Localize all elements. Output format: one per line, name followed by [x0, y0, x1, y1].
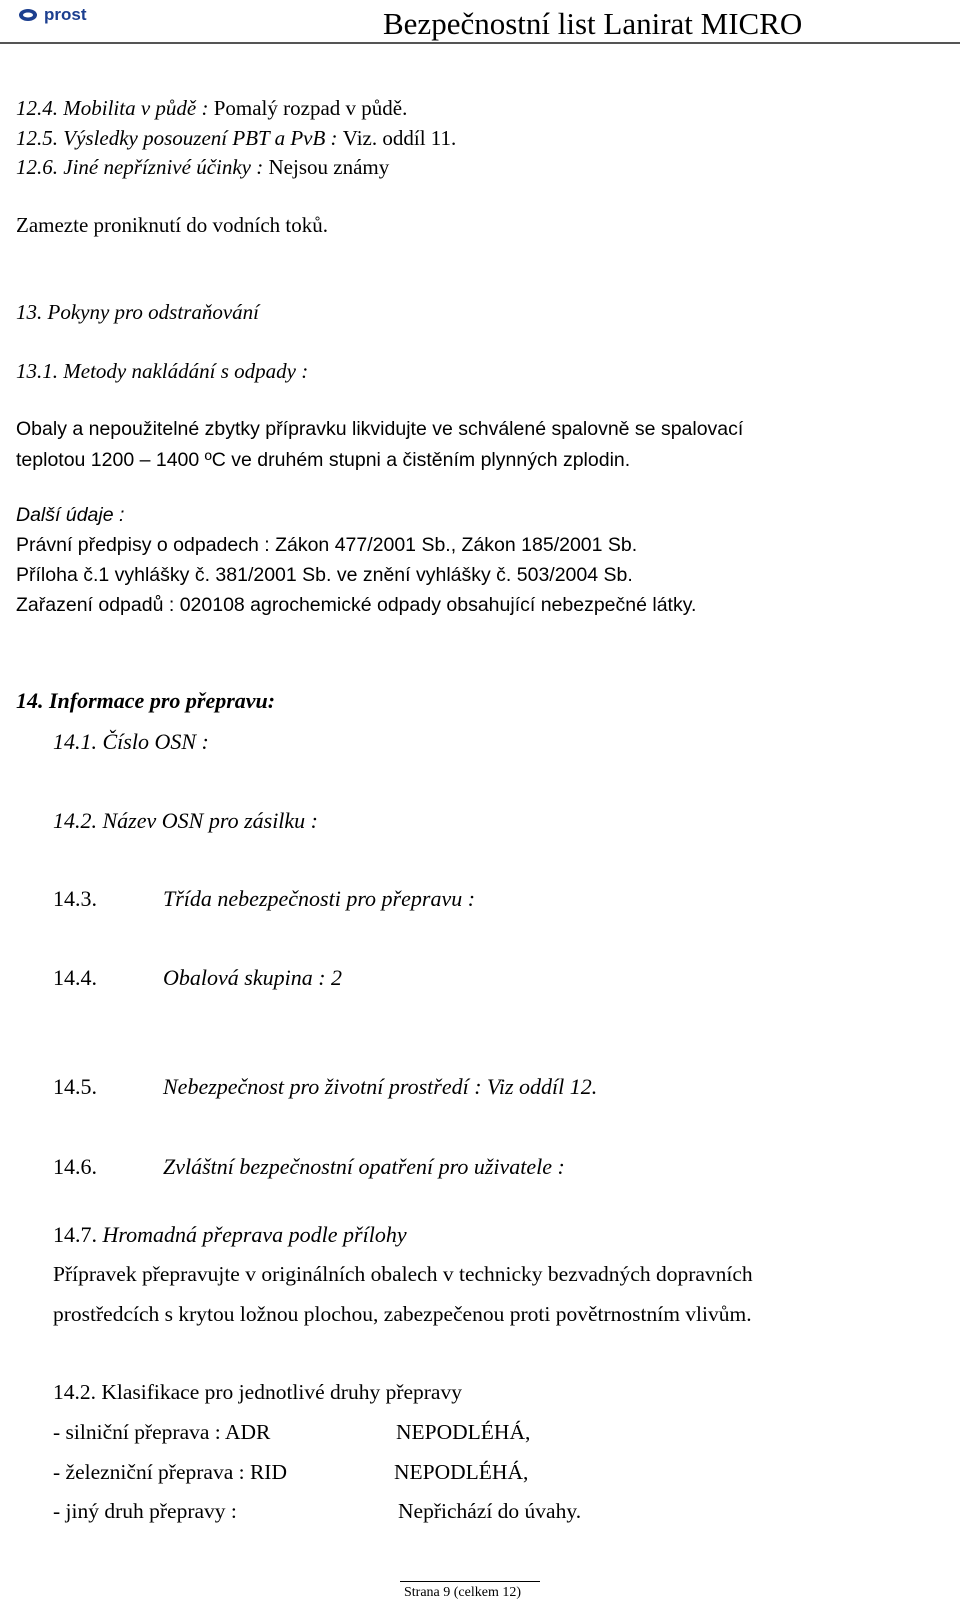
page-number: Strana 9 (celkem 12) — [404, 1585, 522, 1600]
item-14-7 — [53, 1224, 407, 1246]
item-12-6 — [16, 157, 389, 178]
item-14-5-number: 14.5. — [53, 1074, 97, 1099]
additional-info-line-1: Právní předpisy o odpadech : Zákon 477/2001 Sb., Zákon 185/2001 Sb. — [16, 534, 638, 556]
item-12-5-label: 12.5. Výsledky posouzení PBT a PvB : — [16, 126, 343, 150]
item-14-5-text: Nebezpečnost pro životní prostředí : Viz oddíl 12. — [163, 1074, 598, 1099]
footer-divider — [400, 1581, 540, 1582]
transport-paragraph-line-2: prostředcích s krytou ložnou plochou, zabezpečenou proti povětrnostním vlivům. — [53, 1302, 752, 1326]
transport-mode-road: - silniční přeprava : ADR — [53, 1420, 271, 1444]
additional-info-line-2: Příloha č.1 vyhlášky č. 381/2001 Sb. ve znění vyhlášky č. 503/2004 Sb. — [16, 564, 633, 586]
item-12-4 — [16, 98, 407, 119]
header-divider — [0, 42, 960, 44]
logo-text: prost — [44, 5, 87, 24]
item-14-3-number: 14.3. — [53, 886, 97, 911]
transport-status-other: Nepřichází do úvahy. — [398, 1499, 582, 1523]
item-12-4-label: 12.4. Mobilita v půdě : — [16, 96, 214, 120]
item-12-5-value: Viz. oddíl 11. — [342, 126, 457, 150]
item-14-6-text: Zvláštní bezpečnostní opatření pro uživatele : — [163, 1154, 565, 1179]
section-13-heading: 13. Pokyny pro odstraňování — [16, 300, 260, 324]
additional-info-line-3: Zařazení odpadů : 020108 agrochemické odpady obsahující nebezpečné látky. — [16, 594, 697, 616]
item-14-4-number: 14.4. — [53, 965, 97, 990]
classification-heading: 14.2. Klasifikace pro jednotlivé druhy přepravy — [53, 1380, 462, 1404]
transport-status-rail: NEPODLÉHÁ, — [394, 1460, 529, 1484]
item-12-6-label: 12.6. Jiné nepříznivé účinky : — [16, 155, 269, 179]
item-12-6-value: Nejsou známy — [268, 155, 390, 179]
document-title: Bezpečnostní list Lanirat MICRO — [383, 6, 803, 41]
company-logo — [18, 4, 144, 24]
item-14-7-text: Hromadná přeprava podle přílohy — [102, 1222, 407, 1247]
additional-info-label: Další údaje : — [16, 504, 125, 526]
transport-mode-other: - jiný druh přepravy : — [53, 1499, 237, 1523]
item-12-5 — [16, 128, 456, 149]
item-14-1: 14.1. Číslo OSN : — [53, 729, 209, 754]
section-13-1-heading: 13.1. Metody nakládání s odpady : — [16, 359, 309, 383]
item-14-6-number: 14.6. — [53, 1154, 97, 1179]
disposal-paragraph-line-2: teplotou 1200 – 1400 ºC ve druhém stupni a čistěním plynných zplodin. — [16, 449, 631, 471]
transport-paragraph-line-1: Přípravek přepravujte v originálních obalech v technicky bezvadných dopravních — [53, 1262, 753, 1286]
transport-mode-rail: - železniční přeprava : RID — [53, 1460, 287, 1484]
item-14-7-number: 14.7. — [53, 1222, 103, 1247]
section-14-heading: 14. Informace pro přepravu: — [16, 688, 276, 713]
item-12-4-value: Pomalý rozpad v půdě. — [213, 96, 408, 120]
item-14-3-text: Třída nebezpečnosti pro přepravu : — [163, 886, 476, 911]
item-14-4-text: Obalová skupina : 2 — [163, 965, 343, 990]
transport-status-road: NEPODLÉHÁ, — [396, 1420, 531, 1444]
disposal-paragraph-line-1: Obaly a nepoužitelné zbytky přípravku likvidujte ve schválené spalovně se spalovací — [16, 418, 744, 440]
item-14-2: 14.2. Název OSN pro zásilku : — [53, 808, 319, 833]
section-12-note: Zamezte proniknutí do vodních toků. — [16, 213, 329, 237]
